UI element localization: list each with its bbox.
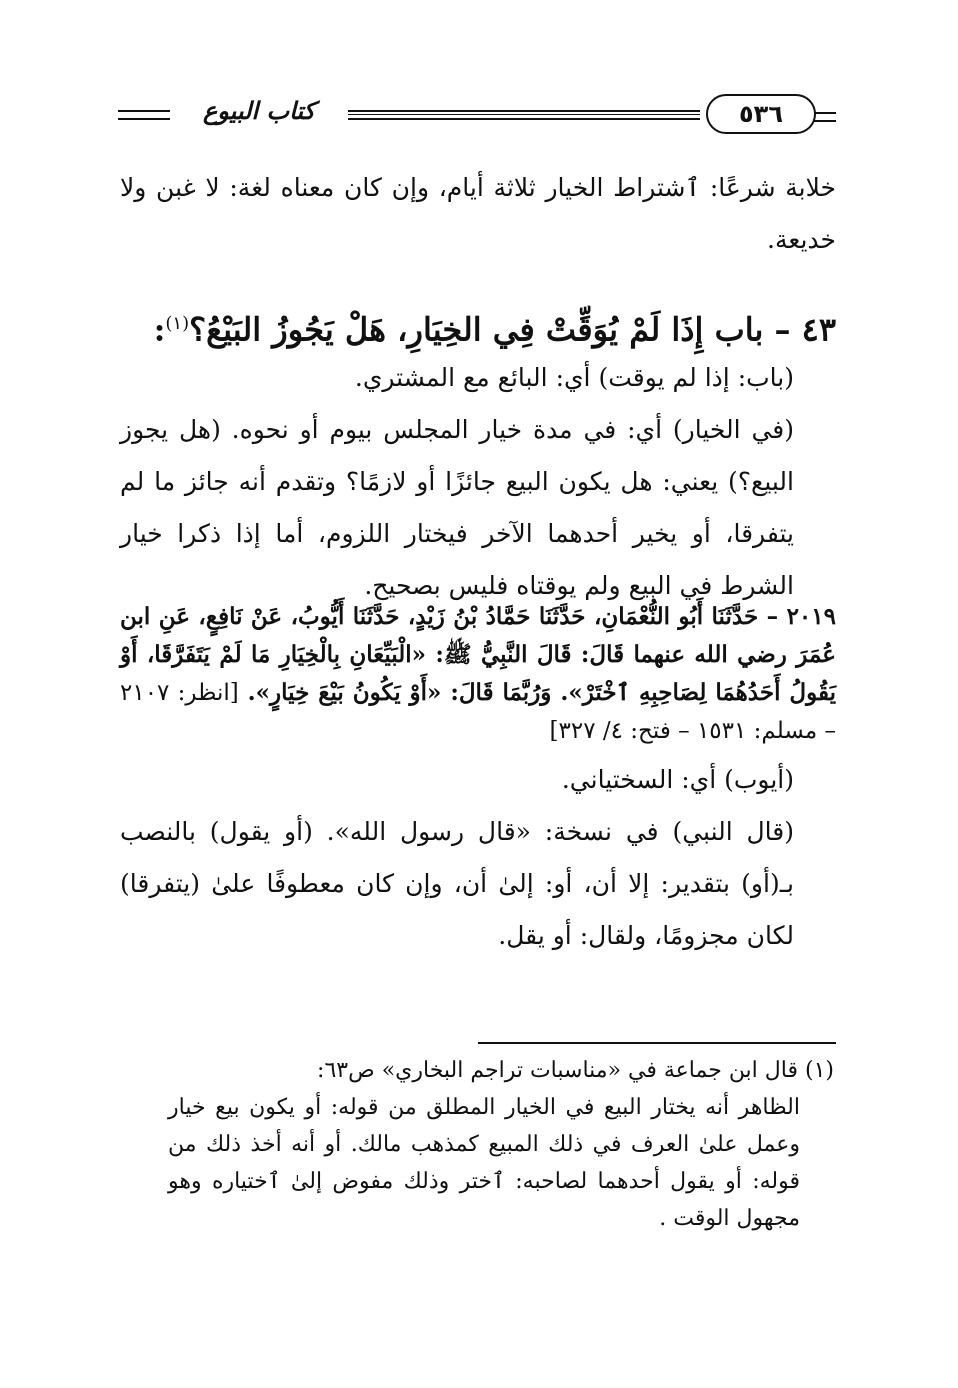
footnote [122,1052,834,1237]
chapter-heading-colon: : [153,310,166,349]
commentary-paragraph: (في الخيار) أي: في مدة خيار المجلس بيوم أو نحوه. (هل يجوز البيع؟) يعني: هل يكون البيع جائزًا أو لازمًا؟ وتقدم أنه جائز ما لم يتفرقا، أو يخير أحدهما الآخر فيختار اللزوم، أما إذا ذكرا خيار الشرط في البيع ولم يوقتاه فليس بصحيح. [120,415,794,600]
intro-paragraph: خلابة شرعًا: ٱشتراط الخيار ثلاثة أيام، وإن كان معناه لغة: لا غبن ولا خديعة. [120,173,836,254]
chapter-heading-text: ٤٣ – باب إِذَا لَمْ يُوَقِّتْ فِي الخِيَارِ، هَلْ يَجُوزُ البَيْعُ؟ [189,310,836,349]
commentary-paragraph: (قال النبي) في نسخة: «قال رسول الله». (أو يقول) بالنصب بـ(أو) بتقدير: إلا أن، أو: إلىٰ أن، وإن كان معطوفًا علىٰ (يتفرقا) لكان مجزومًا، ولقال: أو يقل. [120,817,794,950]
commentary-block-2 [120,754,836,962]
running-chapter-title: كتاب البيوع [202,96,316,125]
commentary-paragraph: (باب: إذا لم يوقت) أي: البائع مع المشتري. [354,363,794,392]
footnote-body: الظاهر أنه يختار البيع في الخيار المطلق من قوله: أو يكون بيع خيار وعمل علىٰ العرف في ذلك المبيع كمذهب مالك. أو أنه أخذ ذلك من قوله: أو يقول أحدهما لصاحبه: ٱختر وذلك مفوض إلىٰ ٱختياره وهو مجهول الوقت . [168,1095,800,1231]
page-number: ٥٣٦ [739,100,783,128]
chapter-heading [120,296,836,358]
footnote-marker: (١) [165,313,190,334]
hadith-reference: [انظر: ٢١٠٧ – مسلم: ١٥٣١ – فتح: ٤/ ٣٢٧] [120,680,836,744]
page-number-frame [706,94,816,134]
footnote-first-line: (١) قال ابن جماعة في «مناسبات تراجم البخاري» ص٦٣: [317,1058,834,1083]
hadith-text [120,598,836,750]
header-rule-middle [348,110,700,120]
footnote-separator [478,1042,836,1044]
hadith-body: ٢٠١٩ – حَدَّثَنَا أَبُو النُّعْمَانِ، حَدَّثَنَا حَمَّادُ بْنُ زَيْدٍ، حَدَّثَنَا أَيُّوبُ، عَنْ نَافِعٍ، عَنِ ابن عُمَرَ رضي الله عنهما قَالَ: قَالَ النَّبِيُّ ﷺ: «الْبَيِّعَانِ بِالْخِيَارِ مَا لَمْ يَتَفَرَّقَا، أَوْ يَقُولُ أَحَدُهُمَا لِصَاحِبِهِ ٱخْتَرْ». وَرُبَّمَا قَالَ: «أَوْ يَكُونُ بَيْعَ خِيَارٍ». [120,603,837,706]
page-header [118,92,836,142]
commentary-block-1 [120,352,836,612]
commentary-paragraph: (أيوب) أي: السختياني. [561,765,794,794]
header-rule-left [118,110,170,120]
